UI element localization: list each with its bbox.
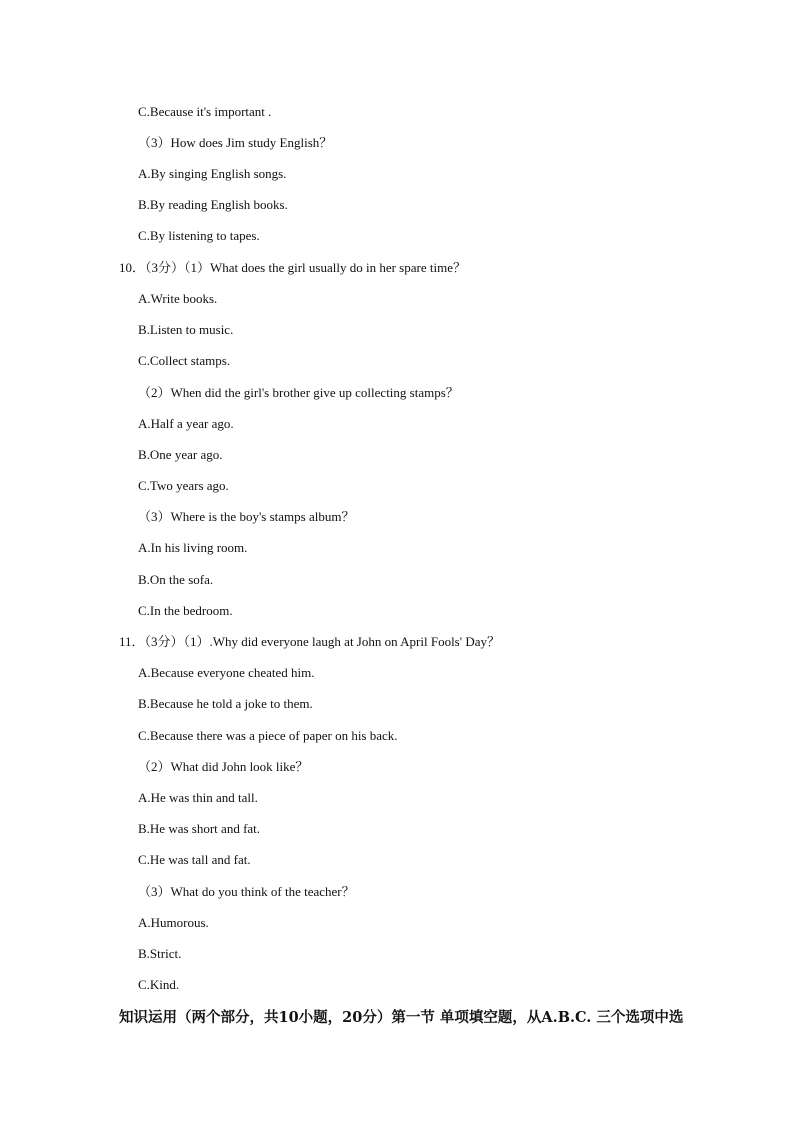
q11-sub2-option-a: A.He was thin and tall. bbox=[138, 790, 258, 805]
q9-sub3-question: （3）How does Jim study English？ bbox=[138, 135, 333, 150]
q11-sub3-question: （3）What do you think of the teacher？ bbox=[138, 884, 355, 899]
q10-sub3-option-b: B.On the sofa. bbox=[138, 572, 214, 587]
q10-sub1-option-a: A.Write books. bbox=[138, 291, 218, 306]
q11-sub2-option-b: B.He was short and fat. bbox=[138, 821, 261, 836]
section-heading: 知识运用（两个部分，共10小题，20分）第一节 单项填空题，从A.B.C. 三个选项中选 bbox=[119, 1009, 684, 1026]
q10-sub3-option-c: C.In the bedroom. bbox=[138, 603, 233, 618]
q11-sub3-option-a: A.Humorous. bbox=[138, 915, 209, 930]
q9-option-c: C.Because it's important . bbox=[138, 104, 272, 119]
q11-sub1-option-c: C.Because there was a piece of paper on his back. bbox=[138, 728, 398, 743]
q10-sub3-option-a: A.In his living room. bbox=[138, 540, 248, 555]
q11-sub1-option-b: B.Because he told a joke to them. bbox=[138, 696, 313, 711]
q10-sub1-option-b: B.Listen to music. bbox=[138, 322, 234, 337]
q11-sub2-question: （2）What did John look like？ bbox=[138, 759, 309, 774]
q11-sub3-option-b: B.Strict. bbox=[138, 946, 182, 961]
q11-header: 11．（3分）（1）.Why did everyone laugh at John on April Fools' Day？ bbox=[119, 634, 500, 649]
q11-sub1-option-a: A.Because everyone cheated him. bbox=[138, 665, 315, 680]
q10-sub2-question: （2）When did the girl's brother give up collecting stamps？ bbox=[138, 385, 459, 400]
q10-sub3-question: （3）Where is the boy's stamps album？ bbox=[138, 509, 355, 524]
q9-sub3-option-c: C.By listening to tapes. bbox=[138, 228, 260, 243]
q10-sub1-option-c: C.Collect stamps. bbox=[138, 353, 231, 368]
q9-sub3-option-a: A.By singing English songs. bbox=[138, 166, 287, 181]
q10-sub2-option-b: B.One year ago. bbox=[138, 447, 223, 462]
q9-sub3-option-b: B.By reading English books. bbox=[138, 197, 288, 212]
q10-sub2-option-a: A.Half a year ago. bbox=[138, 416, 234, 431]
q11-sub3-option-c: C.Kind. bbox=[138, 977, 180, 992]
q10-sub2-option-c: C.Two years ago. bbox=[138, 478, 229, 493]
q11-sub2-option-c: C.He was tall and fat. bbox=[138, 852, 251, 867]
q10-header: 10．（3分）（1）What does the girl usually do in her spare time？ bbox=[119, 260, 466, 275]
